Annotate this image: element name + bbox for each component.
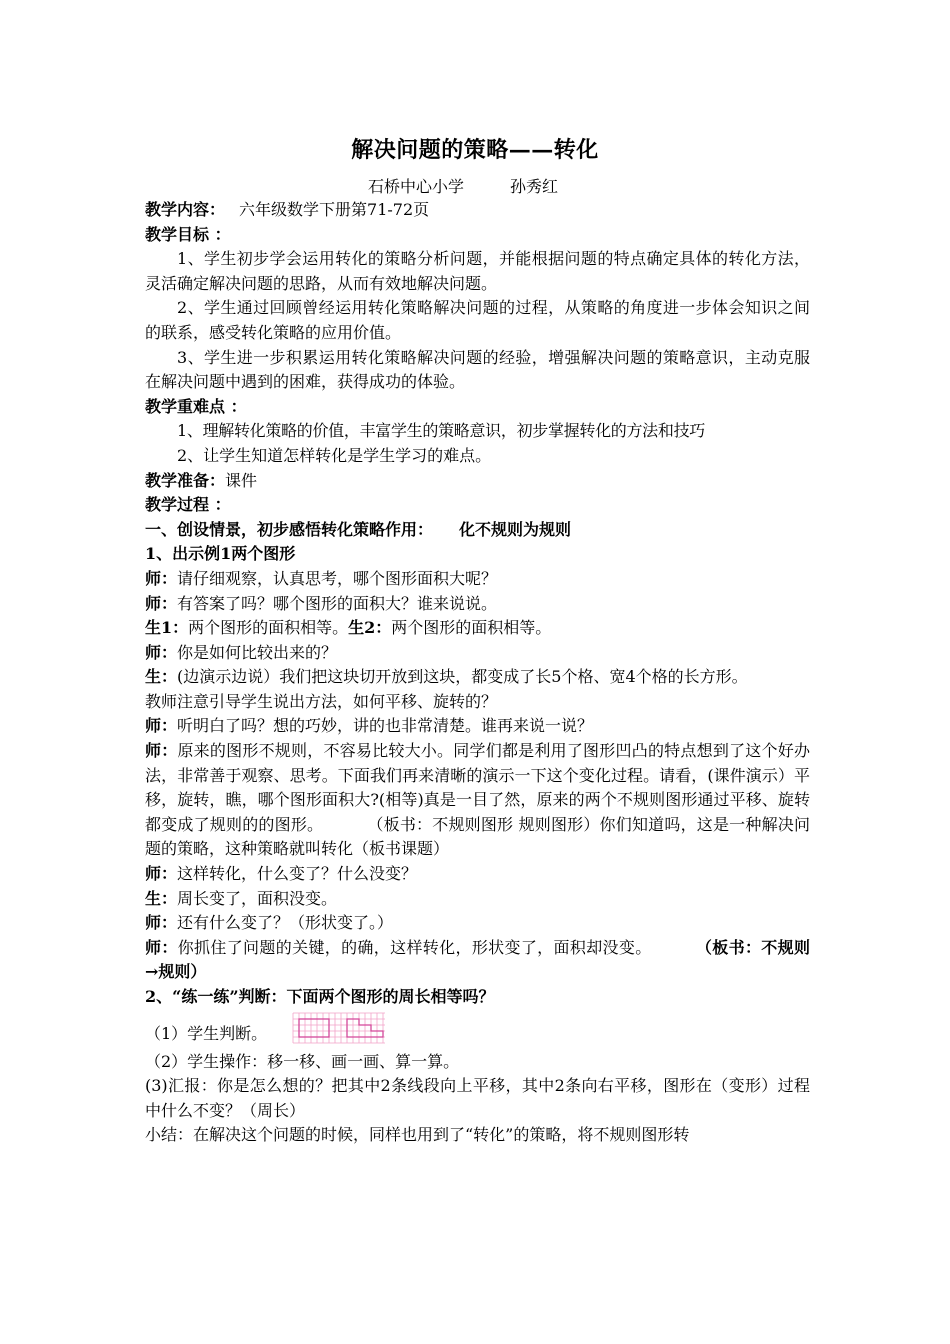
author-name: 孙秀红 [510, 177, 559, 196]
prep-line [145, 469, 810, 494]
section1-tail: 化不规则为规则 [459, 519, 572, 539]
utterance: 你抓住了问题的关键，的确，这样转化，形状变了，面积却没变。 [177, 937, 652, 957]
section1-heading [145, 518, 810, 543]
utterance: 有答案了吗？哪个图形的面积大？谁来说说。 [177, 593, 498, 613]
content-text: 六年级数学下册第71-72页 [239, 200, 430, 219]
section1-lead: 一、创设情景，初步感悟转化策略作用： [145, 519, 434, 539]
difficulty-heading: 教学重难点 ： [145, 396, 247, 416]
utterance: 原来的图形不规则，不容易比较大小。同学们都是利用了图形凹凸的特点想到了这个好办法，非常善于观察、思考。下面我们再来清晰的演示一下这个变化过程。请看，(课件演示）平移，旋转，瞧，哪个图形面积大?(相等)真是一目了然，原来的两个不规则图形通过平移、旋转都变成了规则的的图形。 [145, 741, 810, 834]
step-text: （1）学生判断。 [145, 1023, 268, 1043]
student-answers-line [145, 616, 810, 641]
speaker: 师： [145, 716, 178, 736]
teacher-note: 教师注意引导学生说出方法，如何平移、旋转的？ [145, 691, 498, 711]
utterance: 请仔细观察，认真思考，哪个图形面积大呢？ [177, 568, 498, 588]
difficulty-item-2: 2、让学生知道怎样转化是学生学习的难点。 [177, 445, 492, 465]
speaker: 师： [145, 937, 178, 957]
utterance: 两个图形的面积相等。 [188, 618, 349, 638]
speaker: 生： [145, 667, 178, 687]
rectangle-figure [299, 1019, 329, 1037]
document-title: 解决问题的策略——转化 [351, 137, 599, 163]
speaker: 师： [145, 864, 178, 884]
utterance: 还有什么变了？（形状变了。） [177, 913, 394, 933]
example-heading: 1、出示例1两个图形 [145, 544, 296, 564]
dialogue-line [145, 862, 810, 887]
process-heading: 教学过程 ： [145, 495, 231, 515]
section2-heading: 2、“练一练”判断：下面两个图形的周长相等吗？ [145, 987, 495, 1006]
goal-item-3: 3、学生进一步积累运用转化策略解决问题的经验，增强解决问题的策略意识，主动克服在解决问题中遇到的困难，获得成功的体验。 [145, 347, 810, 392]
content-label: 教学内容： [145, 200, 226, 219]
perimeter-figures-image [291, 1010, 387, 1046]
utterance: 两个图形的面积相等。 [391, 618, 552, 638]
board-note: （板书：不规则图形 规则图形）你们知道吗，这是一种解决问题的策略，这种策略就叫转化（板书课题） [145, 814, 810, 859]
difficulty-item-1: 1、理解转化策略的价值，丰富学生的策略意识，初步掌握转化的方法和技巧 [177, 421, 705, 441]
speaker: 师： [145, 642, 178, 662]
dialogue-line [145, 887, 810, 912]
document-body [145, 198, 810, 1148]
dialogue-line [145, 714, 810, 739]
utterance: 听明白了吗？想的巧妙，讲的也非常清楚。谁再来说一说？ [177, 716, 594, 736]
dialogue-line [145, 592, 810, 617]
speaker: 生： [145, 888, 178, 908]
dialogue-line [145, 641, 810, 666]
speaker: 师： [145, 568, 178, 588]
board-note: （板书：不规则→规则） [145, 937, 810, 982]
practice-step-1 [145, 1010, 810, 1050]
speaker: 生2： [348, 618, 392, 638]
byline [368, 176, 558, 198]
dialogue-line [145, 739, 810, 862]
practice-step-3: (3)汇报：你是怎么想的？把其中2条线段向上平移，其中2条向右平移，图形在（变形）过程中什么不变？（周长） [145, 1076, 810, 1120]
speaker: 师： [145, 741, 178, 761]
prep-label: 教学准备： [145, 470, 226, 490]
speaker: 生1： [145, 618, 189, 638]
goal-item-2: 2、学生通过回顾曾经运用转化策略解决问题的过程，从策略的角度进一步体会知识之间的联系，感受转化策略的应用价值。 [145, 298, 810, 342]
dialogue-line [145, 567, 810, 592]
dialogue-line [145, 665, 810, 690]
summary-line: 小结：在解决这个问题的时候，同样也用到了“转化”的策略，将不规则图形转 [145, 1125, 690, 1145]
utterance: 周长变了，面积没变。 [177, 888, 338, 908]
dialogue-line [145, 911, 810, 936]
goals-heading: 教学目标 ： [145, 224, 231, 244]
speaker: 师： [145, 913, 178, 933]
utterance: (边演示边说）我们把这块切开放到这块，都变成了长5个格、宽4个格的长方形。 [177, 667, 748, 687]
school-name: 石桥中心小学 [368, 177, 465, 196]
utterance: 这样转化，什么变了？什么没变？ [177, 864, 418, 884]
content-line [145, 198, 810, 223]
goal-item-1: 1、学生初步学会运用转化的策略分析问题，并能根据问题的特点确定具体的转化方法，灵活确定解决问题的思路，从而有效地解决问题。 [145, 249, 810, 293]
prep-text: 课件 [225, 470, 258, 490]
dialogue-line [145, 936, 810, 985]
utterance: 你是如何比较出来的？ [177, 642, 338, 662]
speaker: 师： [145, 593, 178, 613]
practice-step-2: （2）学生操作：移一移、画一画、算一算。 [145, 1051, 460, 1071]
